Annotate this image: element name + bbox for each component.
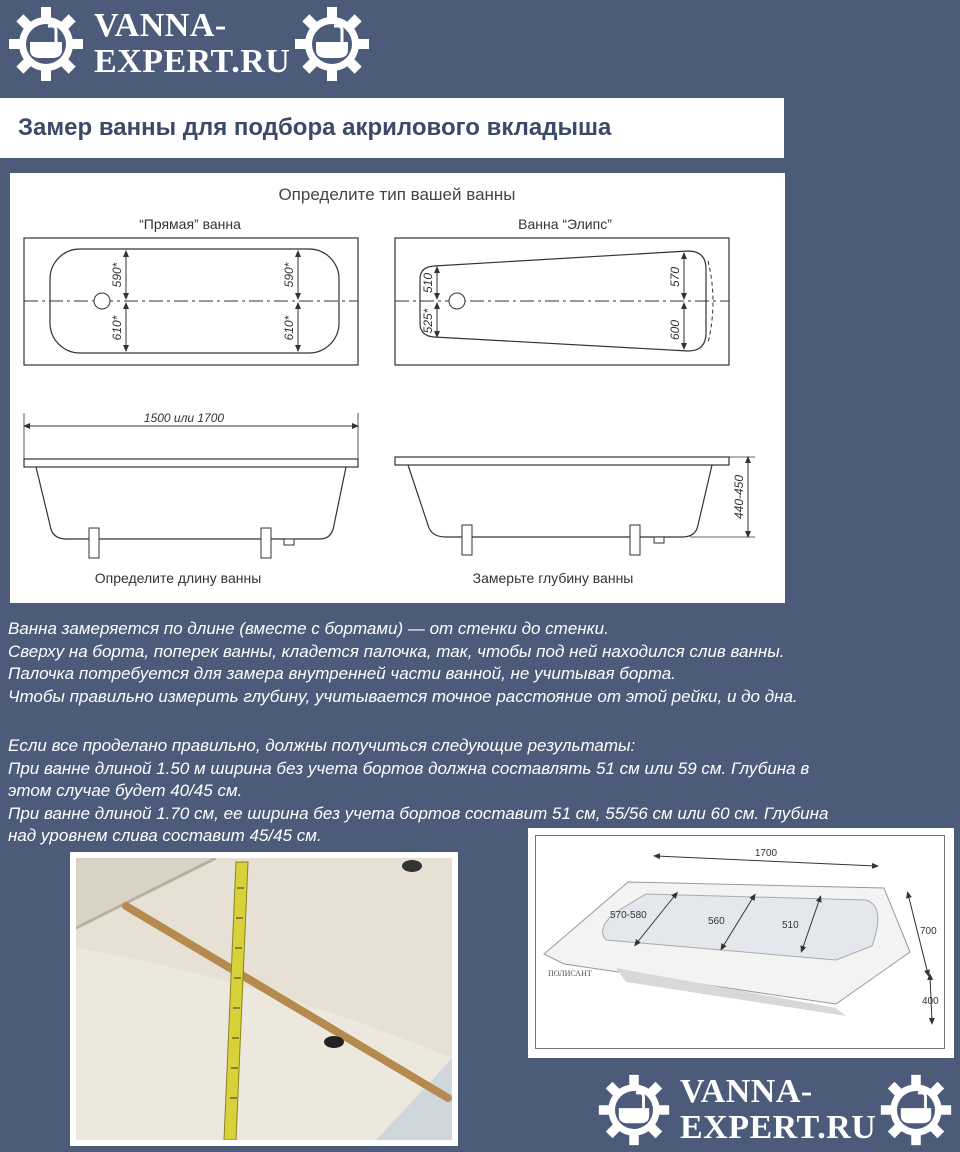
gear-bath-icon xyxy=(292,4,372,84)
tub-dimensions-image xyxy=(528,828,954,1058)
gear-bath-icon xyxy=(596,1072,672,1148)
text-line: этом случае будет 40/45 см. xyxy=(8,781,243,800)
measurement-diagram xyxy=(10,173,785,603)
dim-510: 510 xyxy=(421,272,435,294)
brand-line1: VANNA- xyxy=(680,1073,813,1110)
ellipse-tub-side-view xyxy=(395,457,755,555)
brand-logo-bottom xyxy=(596,1072,954,1148)
dim-590-left: 590* xyxy=(110,262,124,288)
dim-600: 600 xyxy=(668,319,682,341)
straight-tub-top-view xyxy=(24,238,358,365)
dim-1700: 1700 xyxy=(754,848,778,859)
length-label: 1500 или 1700 xyxy=(143,411,225,425)
caption-length: Определите длину ванны xyxy=(94,570,262,586)
title-banner xyxy=(0,98,784,158)
dim-590-right: 590* xyxy=(282,262,296,288)
text-line: Сверху на борта, поперек ванны, кладется палочка, так, чтобы под ней находился слив ванны. xyxy=(8,641,785,661)
text-line: над уровнем слива составит 45/45 см. xyxy=(8,826,322,845)
text-line: Палочка потребуется для замера внутренней части ванной, не учитывая борта. xyxy=(8,664,676,683)
dim-610-right: 610* xyxy=(282,315,296,341)
gear-bath-icon xyxy=(6,4,86,84)
dim-700: 700 xyxy=(920,926,937,937)
text-line: При ванне длиной 1.70 см, ее ширина без учета бортов составит 51 см, 55/56 см или 60 см. Глубина xyxy=(8,803,829,823)
ellipse-tub-top-view xyxy=(395,238,729,365)
brand-line1: VANNA- xyxy=(94,7,227,44)
dim-570-580: 570-580 xyxy=(610,910,647,921)
caption-depth: Замерьте глубину ванны xyxy=(472,570,634,586)
dim-560: 560 xyxy=(708,916,725,927)
brand-line2: EXPERT.RU xyxy=(94,43,291,80)
measuring-photo xyxy=(70,852,458,1146)
text-line: Чтобы правильно измерить глубину, учитывается точное расстояние от этой рейки, и до дна. xyxy=(8,686,798,706)
instructions-paragraph xyxy=(8,618,948,708)
text-line: Ванна замеряется по длине (вместе с бортами) — от стенки до стенки. xyxy=(8,619,609,638)
dim-525: 525* xyxy=(421,308,435,334)
depth-label: 440-450 xyxy=(732,474,746,520)
diagram-heading: Определите тип вашей ванны xyxy=(278,185,516,204)
gear-bath-icon xyxy=(878,1072,954,1148)
brand-mark: ПОЛИСАНТ xyxy=(548,969,592,978)
brand-logo xyxy=(6,4,372,84)
dim-510-photo: 510 xyxy=(782,920,799,931)
text-line: При ванне длиной 1.50 м ширина без учета бортов должна составлять 51 см или 59 см. Глубина в xyxy=(8,758,810,778)
dim-400: 400 xyxy=(922,996,939,1007)
dim-610-left: 610* xyxy=(110,315,124,341)
straight-tub-label: “Прямая” ванна xyxy=(139,216,241,232)
brand-line2: EXPERT.RU xyxy=(680,1109,877,1146)
straight-tub-side-view xyxy=(24,411,358,558)
dim-570: 570 xyxy=(668,266,682,288)
ellipse-tub-label: Ванна “Элипс” xyxy=(518,216,612,232)
text-line: Если все проделано правильно, должны получиться следующие результаты: xyxy=(8,736,636,755)
page-title: Замер ванны для подбора акрилового вкладыша xyxy=(18,114,612,141)
